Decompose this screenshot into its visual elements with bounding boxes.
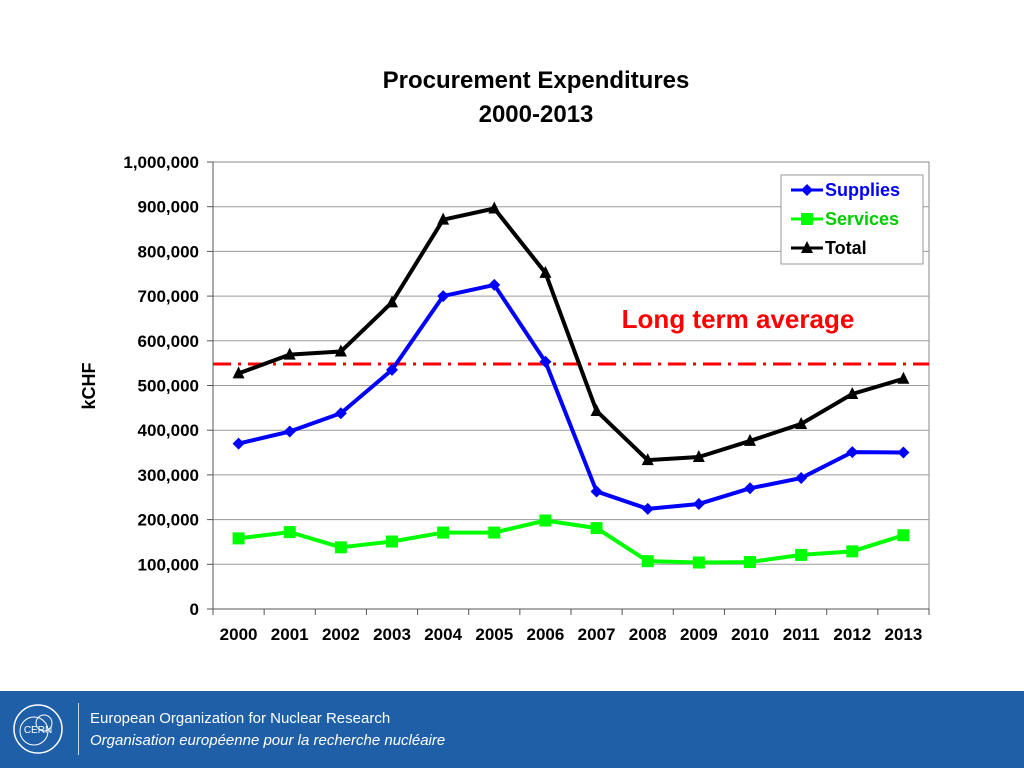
y-tick-label: 400,000 — [137, 421, 199, 441]
x-tick-label: 2005 — [475, 625, 514, 644]
data-point-services — [744, 556, 756, 568]
x-axis — [213, 609, 929, 644]
x-tick-label: 2008 — [628, 625, 667, 644]
x-tick-label: 2000 — [219, 625, 258, 644]
chart-title-line1: Procurement Expenditures — [382, 67, 690, 94]
legend-label-supplies: Supplies — [825, 180, 901, 200]
x-tick-label: 2003 — [373, 625, 411, 644]
data-point-services — [795, 549, 807, 561]
y-tick-label: 100,000 — [137, 555, 199, 575]
footer-divider — [78, 703, 79, 755]
data-point-services — [335, 541, 347, 553]
data-point-services — [846, 545, 858, 557]
x-tick-label: 2009 — [679, 625, 718, 644]
data-point-services — [284, 526, 296, 538]
y-tick-label: 700,000 — [137, 287, 199, 307]
footer-bar — [0, 691, 1024, 768]
x-tick-label: 2001 — [270, 625, 309, 644]
x-tick-label: 2013 — [884, 625, 923, 644]
svg-text:CERN: CERN — [23, 725, 53, 736]
legend-marker-services — [801, 213, 813, 225]
data-point-services — [642, 555, 654, 567]
data-point-services — [693, 557, 705, 569]
y-tick-label: 800,000 — [137, 242, 199, 262]
data-point-services — [539, 514, 551, 526]
data-point-services — [233, 532, 245, 544]
data-point-services — [897, 529, 909, 541]
data-point-services — [488, 527, 500, 539]
chart-title-line2: 2000-2013 — [478, 101, 594, 128]
legend-label-total: Total — [825, 238, 867, 258]
cern-logo-icon — [10, 701, 66, 757]
y-tick-label: 200,000 — [137, 510, 199, 530]
y-tick-label: 1,000,000 — [123, 153, 199, 172]
x-tick-label: 2012 — [833, 625, 872, 644]
data-point-services — [591, 522, 603, 534]
y-tick-label: 600,000 — [137, 331, 199, 351]
data-point-services — [437, 527, 449, 539]
y-tick-label: 900,000 — [137, 197, 199, 217]
data-point-services — [386, 536, 398, 548]
organization-name-en: European Organization for Nuclear Research — [90, 710, 391, 727]
x-tick-label: 2004 — [424, 625, 463, 644]
legend — [781, 175, 923, 264]
x-tick-label: 2011 — [782, 625, 820, 644]
x-tick-label: 2002 — [321, 625, 360, 644]
y-tick-label: 500,000 — [137, 376, 199, 396]
legend-label-services: Services — [825, 209, 900, 229]
x-tick-label: 2010 — [731, 625, 769, 644]
x-tick-label: 2006 — [526, 625, 565, 644]
y-axis-title: kCHF — [79, 362, 99, 410]
x-tick-label: 2007 — [577, 625, 616, 644]
y-tick-label: 0 — [189, 600, 199, 619]
organization-name-fr: Organisation européenne pour la recherche nucléaire — [90, 732, 446, 749]
y-tick-label: 300,000 — [137, 465, 199, 485]
reference-line-label: Long term average — [621, 304, 855, 334]
y-axis — [123, 153, 213, 619]
